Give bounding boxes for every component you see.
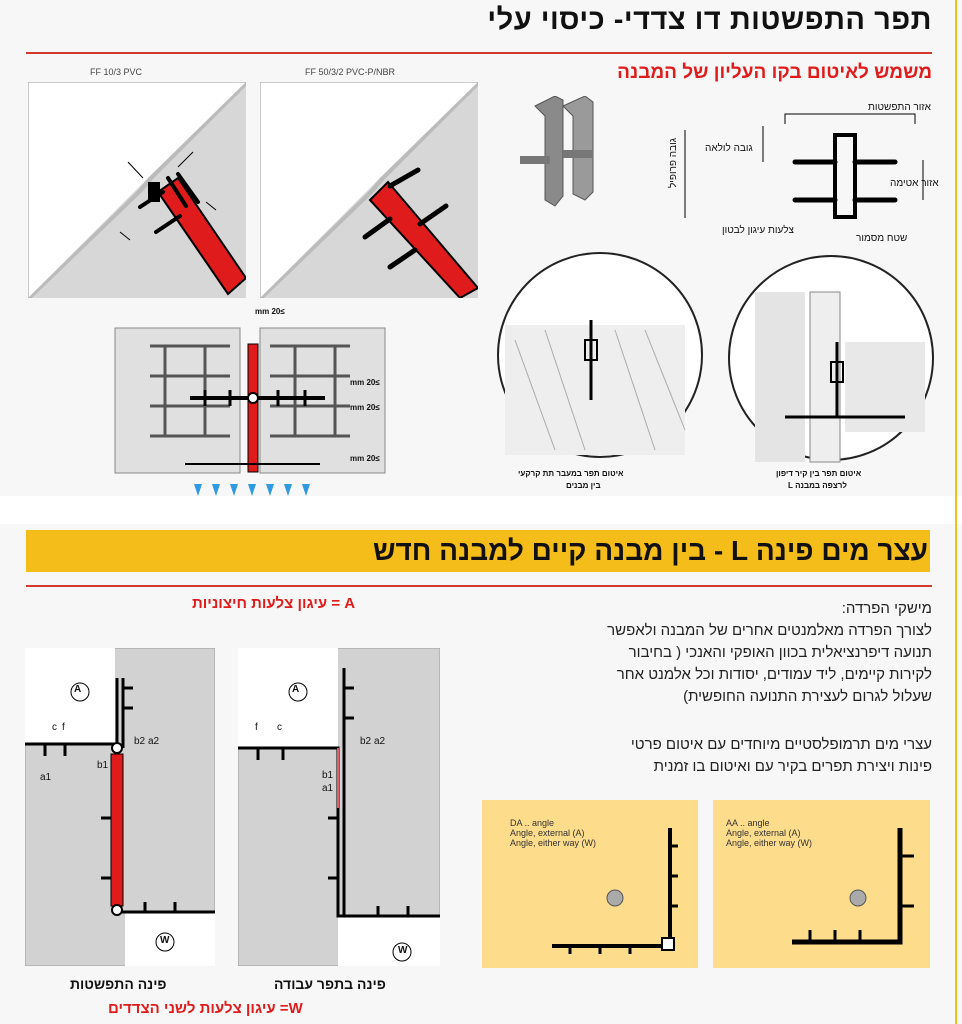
angle-box-right-text: AA .. angle Angle, external (A) Angle, either way (W) bbox=[726, 818, 813, 848]
legend-w: W= עיגון צלעות לשני הצדדים bbox=[108, 1000, 303, 1017]
legend-a: A = עיגון צלעות חיצוניות bbox=[192, 595, 356, 612]
water-pressure-arrows bbox=[194, 484, 310, 496]
paragraph-1-line-1: מישקי הפרדה: bbox=[841, 600, 932, 617]
detail-left-caption-1: איטום תפר במעבר תת קרקעי bbox=[518, 469, 624, 478]
section-2-title: עצר מים פינה L - בין מבנה קיים למבנה חדש bbox=[372, 535, 928, 566]
detail-left-circle bbox=[495, 250, 705, 464]
paragraph-2-line-2: פינות ויצירת תפרים בקיר עם ואיטום בו זמנית bbox=[653, 758, 932, 775]
section-1-subtitle: משמש לאיטום בקו העליון של המבנה bbox=[617, 62, 932, 83]
angle-box-left-text: DA .. angle Angle, external (A) Angle, either way (W) bbox=[510, 818, 597, 848]
paragraph-2 bbox=[631, 734, 932, 778]
expansion-red-strip bbox=[111, 754, 123, 906]
section-2-divider bbox=[26, 585, 932, 587]
profile-left-caption: FF 10/3 PVC bbox=[90, 67, 143, 77]
corner-joint-label-a1: a1 bbox=[322, 783, 334, 794]
profile-ff10-panel bbox=[28, 82, 246, 298]
detail-right-circle bbox=[725, 252, 937, 464]
corner-expansion-symbol-w: W bbox=[160, 935, 170, 946]
profile-3d-image bbox=[515, 96, 595, 211]
corner-joint-diagram bbox=[238, 648, 440, 966]
section-1-divider bbox=[26, 52, 932, 54]
joint-red-profile bbox=[248, 344, 258, 472]
label-nail-surface: שטח מסמור bbox=[856, 233, 908, 244]
angle-box-left-profile bbox=[550, 826, 680, 956]
corner-joint-label: פינה בתפר עבודה bbox=[274, 976, 386, 992]
label-sealing-zone: אזור אטימה bbox=[890, 178, 939, 189]
profile-ff50-panel bbox=[260, 82, 478, 298]
right-border-line bbox=[955, 0, 957, 1024]
dimension-1: ≥20 mm bbox=[350, 378, 380, 387]
detail-right-caption-1: איטום תפר בין קיר דיפון bbox=[776, 469, 862, 478]
corner-expansion-label-a1: a1 bbox=[40, 772, 52, 783]
detail-left-caption-2: בין מבנים bbox=[566, 481, 601, 490]
corner-expansion-label-b2: b2 bbox=[134, 736, 146, 747]
paragraph-1 bbox=[607, 598, 932, 708]
paragraph-2-line-1: עצרי מים תרמופלסטיים מיוחדים עם איטום פרטי bbox=[630, 736, 932, 753]
corner-expansion-label: פינה התפשטות bbox=[70, 976, 167, 992]
corner-joint-label-c: c bbox=[277, 722, 282, 733]
label-expansion-zone: אזור התפשטות bbox=[868, 102, 931, 113]
corner-expansion-label-c: c bbox=[52, 722, 57, 733]
paragraph-1-line-4: לקירות קיימים, ליד עמודים, יסודות וכל אלמנט אחר bbox=[616, 666, 932, 683]
corner-expansion-diagram bbox=[25, 648, 215, 966]
label-loop-height: גובה לולאה bbox=[705, 143, 753, 154]
corner-joint-label-f: f bbox=[255, 722, 258, 733]
slab-cross-section bbox=[110, 306, 390, 496]
dimension-3: ≥20 mm bbox=[350, 454, 380, 463]
paragraph-1-line-3: תנועה דיפרנציאלית בכוון האופקי והאנכי ( בחיבור bbox=[628, 644, 932, 661]
profile-right-caption: FF 50/3/2 PVC-P/NBR bbox=[305, 67, 396, 77]
detail-right-caption-2: לרצפה במבנה L bbox=[788, 481, 847, 490]
profile-labeled-diagram bbox=[665, 100, 935, 230]
corner-joint-symbol-w: W bbox=[398, 945, 408, 956]
angle-box-right-profile bbox=[790, 826, 920, 956]
section-1-title: תפר התפשטות דו צדדי- כיסוי עלי bbox=[487, 4, 932, 36]
corner-joint-symbol-a: A bbox=[292, 684, 300, 695]
corner-joint-label-b1: b1 bbox=[322, 770, 334, 781]
corner-joint-label-a2: a2 bbox=[374, 736, 386, 747]
paragraph-1-line-2: לצורך הפרדה מאלמנטים אחרים של המבנה ולאפשר bbox=[607, 622, 932, 639]
corner-expansion-symbol-a: A bbox=[74, 684, 82, 695]
dimension-top: ≥20 mm bbox=[255, 307, 285, 316]
label-total-height: גובה פרופיל bbox=[668, 138, 679, 188]
paragraph-1-line-5: שעלול לגרום לעצירת התנועה החופשית) bbox=[683, 688, 932, 705]
corner-expansion-label-f: f bbox=[62, 722, 65, 733]
corner-expansion-label-a2: a2 bbox=[148, 736, 160, 747]
section-gap bbox=[0, 496, 962, 524]
dimension-2: ≥20 mm bbox=[350, 403, 380, 412]
label-concrete-ribs: צלעות עיגון לבטון bbox=[722, 225, 794, 236]
corner-expansion-label-b1: b1 bbox=[97, 760, 109, 771]
left-slab bbox=[115, 328, 240, 473]
corner-joint-label-b2: b2 bbox=[360, 736, 372, 747]
